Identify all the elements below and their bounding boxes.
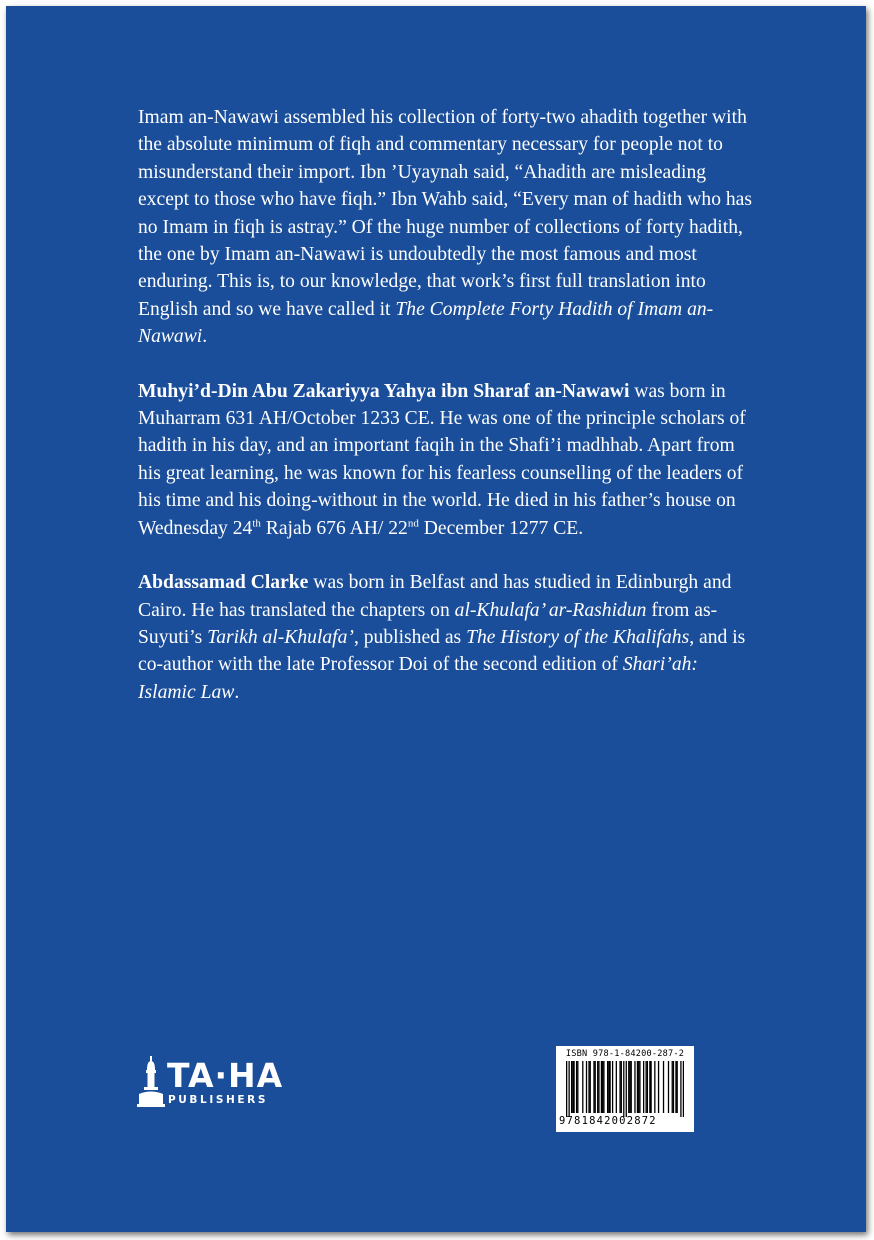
barcode-bar — [639, 1061, 640, 1113]
publisher-name: TA·HA — [167, 1056, 284, 1095]
barcode-bar — [638, 1061, 639, 1113]
barcode-bar — [672, 1061, 673, 1113]
text-run: The Complete Forty Hadith of Imam an-Nawawi — [138, 298, 714, 348]
text-run: al-Khulafa’ ar-Rashidun — [454, 599, 647, 621]
isbn-label: ISBN 978-1-84200-287-2 — [565, 1049, 685, 1059]
barcode-bar — [628, 1061, 629, 1113]
barcode-bar — [634, 1061, 635, 1113]
text-run: Tarikh al-Khulafa’ — [207, 626, 354, 648]
barcode-bar — [588, 1061, 589, 1113]
minaret-icon — [137, 1056, 165, 1108]
barcode-bar — [626, 1061, 627, 1117]
barcode-bar — [621, 1061, 622, 1113]
barcode-bar — [616, 1061, 617, 1113]
barcode-bar — [576, 1061, 577, 1113]
text-run: Shari’ah: Islamic Law — [138, 654, 698, 703]
text-run: , and is co-author with the late Professor Doi of the second edition of — [138, 626, 746, 676]
barcode-bar — [654, 1061, 655, 1113]
barcode-bar — [677, 1061, 678, 1113]
barcode-bar — [582, 1061, 583, 1113]
barcode-bar — [612, 1061, 613, 1113]
text-run: December 1277 CE. — [418, 517, 584, 539]
text-run: The History of the Khalifahs — [466, 626, 690, 648]
barcode-bar — [572, 1061, 573, 1113]
barcode-bar — [683, 1061, 684, 1117]
text-run: Rajab 676 AH/ 22 — [260, 517, 408, 539]
barcode-bar — [647, 1061, 648, 1113]
barcode-bar — [573, 1061, 574, 1113]
barcode-bar — [609, 1061, 610, 1113]
barcode-bar — [637, 1061, 638, 1113]
text-run: nd — [407, 517, 419, 530]
barcode-bar — [649, 1061, 650, 1113]
barcode-bar — [586, 1061, 587, 1113]
barcode-bar — [623, 1061, 624, 1117]
barcode-bar — [571, 1061, 572, 1113]
barcode-bar — [602, 1061, 603, 1113]
barcode-bar — [593, 1061, 594, 1113]
text-run: was born in Belfast and has studied in Edinburgh and Cairo. He has translated the chapters on — [138, 572, 732, 621]
barcode-bar — [658, 1061, 659, 1113]
barcode-bar — [645, 1061, 646, 1113]
text-run: Muhyi’d-Din Abu Zakariyya Yahya ibn Sharaf an-Nawawi — [138, 380, 630, 402]
barcode-bar — [673, 1061, 674, 1113]
barcode-bars — [566, 1061, 684, 1117]
barcode-bar — [595, 1061, 596, 1113]
barcode-bar — [566, 1061, 567, 1117]
text-run: . — [202, 326, 208, 348]
text-run: Abdassamad Clarke — [138, 572, 309, 594]
barcode-bar — [577, 1061, 578, 1113]
blurb-text — [138, 104, 758, 733]
barcode-bar — [650, 1061, 651, 1113]
text-run: from as-Suyuti’s — [138, 599, 718, 648]
barcode-bar — [663, 1061, 664, 1113]
barcode-bar — [597, 1061, 598, 1113]
text-run: th — [252, 517, 261, 530]
barcode-bar — [675, 1061, 676, 1113]
text-run: , published as — [353, 626, 467, 648]
publisher-subtitle: PUBLISHERS — [168, 1094, 268, 1106]
barcode-bar — [601, 1061, 602, 1113]
barcode-bar — [631, 1061, 632, 1113]
barcode-bar — [608, 1061, 609, 1113]
text-run: Imam an-Nawawi assembled his collection of forty-two ahadith together with the absolute minimum of fiqh and commentary necessary for people not to misunderstand their import. Ibn ’Uyaynah said, “Ahadith are misleading except to those who have fiqh.” Ibn Wahb said, “Every man of hadith who has no Imam in fiqh is astray.” Of the huge number of collections of forty hadith, the one by Imam an-Nawawi is undoubtedly the most famous and most enduring. This is, to our knowledge, that work’s first full translation into English and so we have called it — [138, 107, 753, 320]
barcode-bar — [603, 1061, 604, 1113]
text-run: . — [234, 681, 240, 703]
isbn-barcode — [556, 1046, 694, 1132]
barcode-bar — [619, 1061, 620, 1113]
blurb-paragraph-translator — [138, 569, 758, 706]
blurb-paragraph-book — [138, 104, 758, 351]
barcode-bar — [607, 1061, 608, 1113]
barcode-bar — [590, 1061, 591, 1113]
text-run: was born in Muharram 631 AH/October 1233 CE. He was one of the principle scholars of hadith in his day, and an important faqih in the Shafi’i madhhab. Apart from his great learning, he was known for his fearless counselling of the leaders of his time and his doing-without in the world. He died in his father’s house on Wednesday 24 — [138, 380, 746, 539]
barcode-bar — [680, 1061, 681, 1117]
barcode-bar — [568, 1061, 569, 1117]
barcode-bar — [629, 1061, 630, 1113]
barcode-bar — [598, 1061, 599, 1113]
publisher-logo — [137, 1056, 307, 1108]
isbn-digits: 9781842002872 — [559, 1115, 657, 1127]
barcode-bar — [643, 1061, 644, 1113]
blurb-paragraph-author — [138, 378, 758, 542]
back-cover — [6, 6, 866, 1232]
barcode-bar — [668, 1061, 669, 1113]
